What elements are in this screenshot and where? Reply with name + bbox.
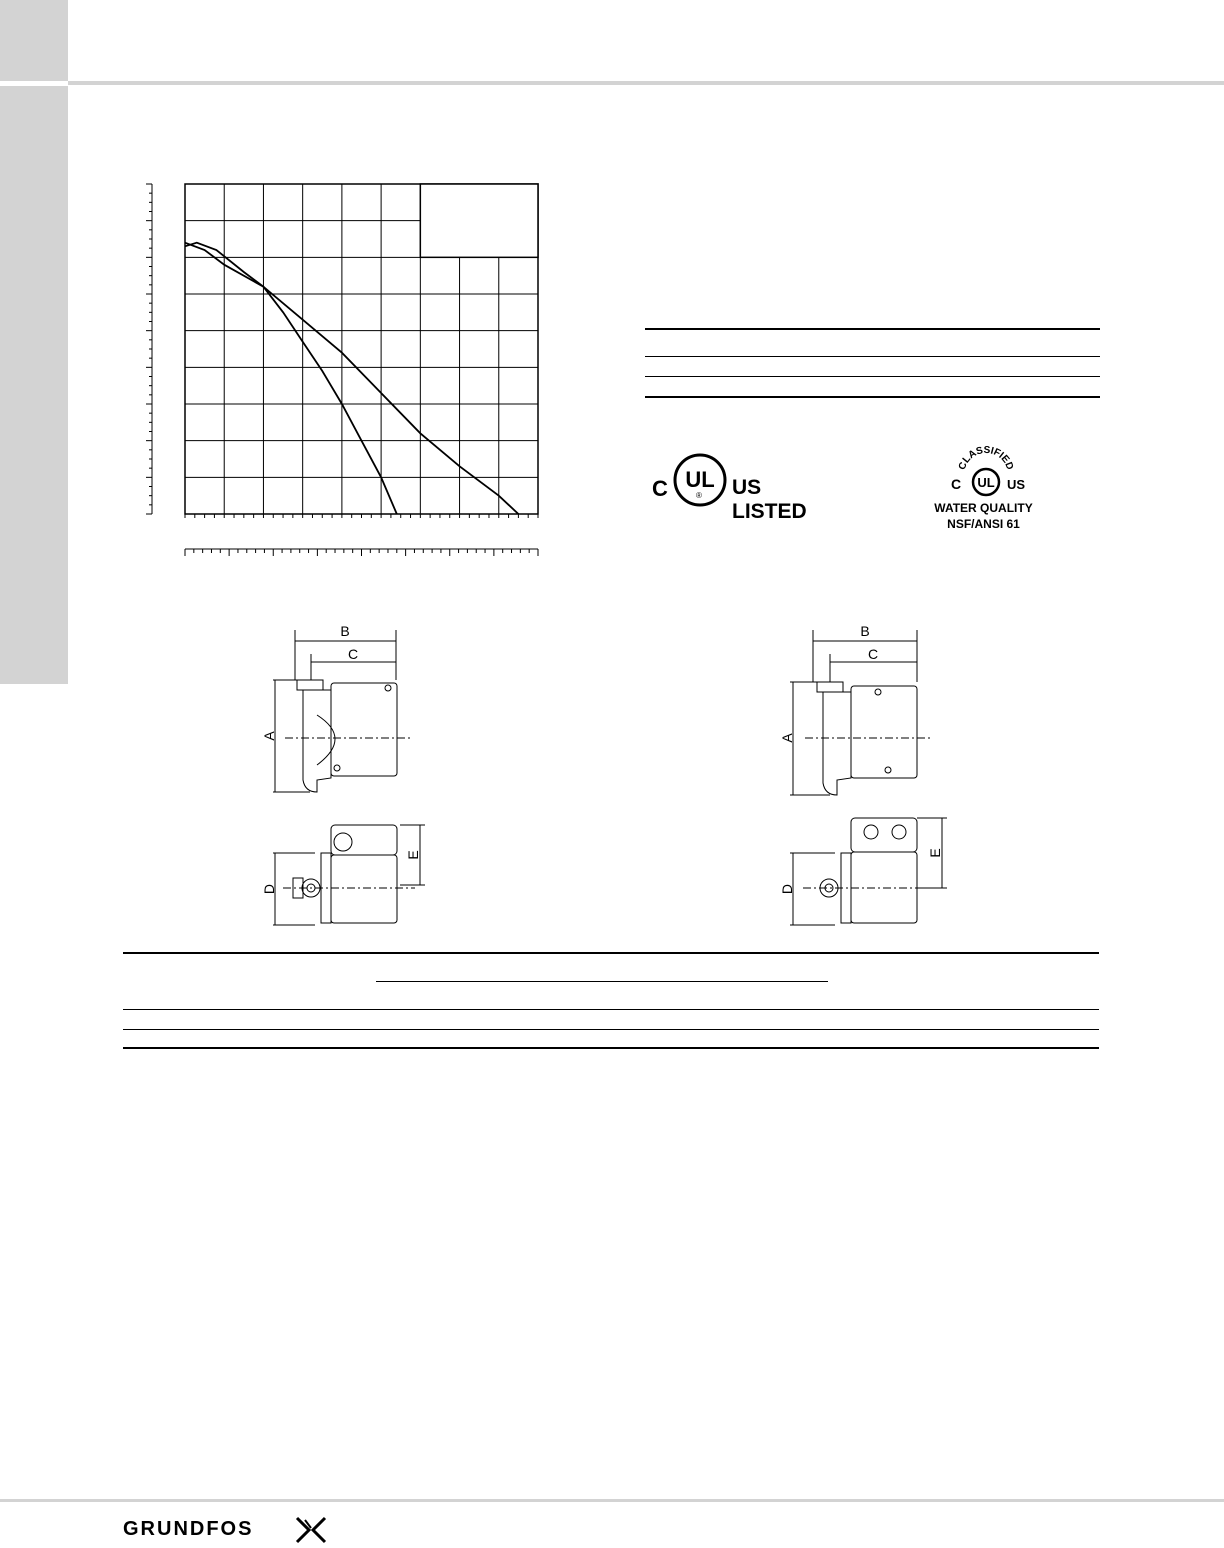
brand-name: GRUNDFOS <box>123 1518 254 1540</box>
spec-table-row-rule <box>645 356 1100 357</box>
side-section-tab <box>0 86 68 684</box>
legend-box <box>420 184 538 257</box>
ul-listed-mark <box>648 450 838 523</box>
dim-label-e: E <box>927 848 943 858</box>
pump-curve-series-2 <box>185 243 397 514</box>
header-rule <box>68 81 1224 85</box>
chart-plot-area <box>146 184 538 556</box>
dim-table-bottom-rule <box>123 1047 1099 1049</box>
dim-label-a: A <box>261 731 277 741</box>
ul-classified-mark-text: UL <box>977 475 995 490</box>
dim-label-e: E <box>405 850 421 860</box>
grundfos-x-icon <box>295 1516 327 1544</box>
pump-curve-chart <box>140 175 550 560</box>
dimension-drawing-right <box>775 620 965 930</box>
side-header-block <box>0 0 68 81</box>
dim-label-a: A <box>779 733 795 743</box>
dim-table-row-rule <box>123 1009 1099 1010</box>
ul-registered-symbol: ® <box>696 491 702 500</box>
dim-table-row-rule <box>123 1029 1099 1030</box>
dim-table-group-rule <box>376 981 828 982</box>
dim-label-d: D <box>261 883 277 895</box>
dim-label-c: C <box>867 646 879 662</box>
dim-table-top-rule <box>123 952 1099 954</box>
water-quality-label: WATER QUALITY <box>934 501 1033 515</box>
ul-mark-text: UL <box>685 467 715 492</box>
ul-classified-mark <box>926 445 1041 540</box>
ul-classified-c: C <box>950 476 962 492</box>
ul-classified-us: US <box>1006 477 1026 492</box>
ul-c-prefix: C <box>652 476 668 501</box>
dim-label-d: D <box>779 883 795 895</box>
dim-label-b: B <box>340 623 350 639</box>
ul-listed-text: US LISTED <box>732 476 807 523</box>
svg-text:CLASSIFIED <box>957 445 1015 471</box>
dim-label-b: B <box>860 623 870 639</box>
spec-table-bottom-rule <box>645 396 1100 398</box>
spec-table-top-rule <box>645 328 1100 330</box>
ul-circle-icon <box>673 450 727 510</box>
dim-label-c: C <box>347 646 359 662</box>
ul-classified-emblem <box>926 445 1041 497</box>
classified-arc-text: CLASSIFIED <box>956 445 1016 472</box>
footer-rule <box>0 1499 1224 1502</box>
pump-curve-series-1 <box>185 243 518 514</box>
spec-table-row-rule <box>645 376 1100 377</box>
dimension-drawing-left <box>255 620 445 930</box>
nsf-ansi-label: NSF/ANSI 61 <box>947 517 1020 531</box>
